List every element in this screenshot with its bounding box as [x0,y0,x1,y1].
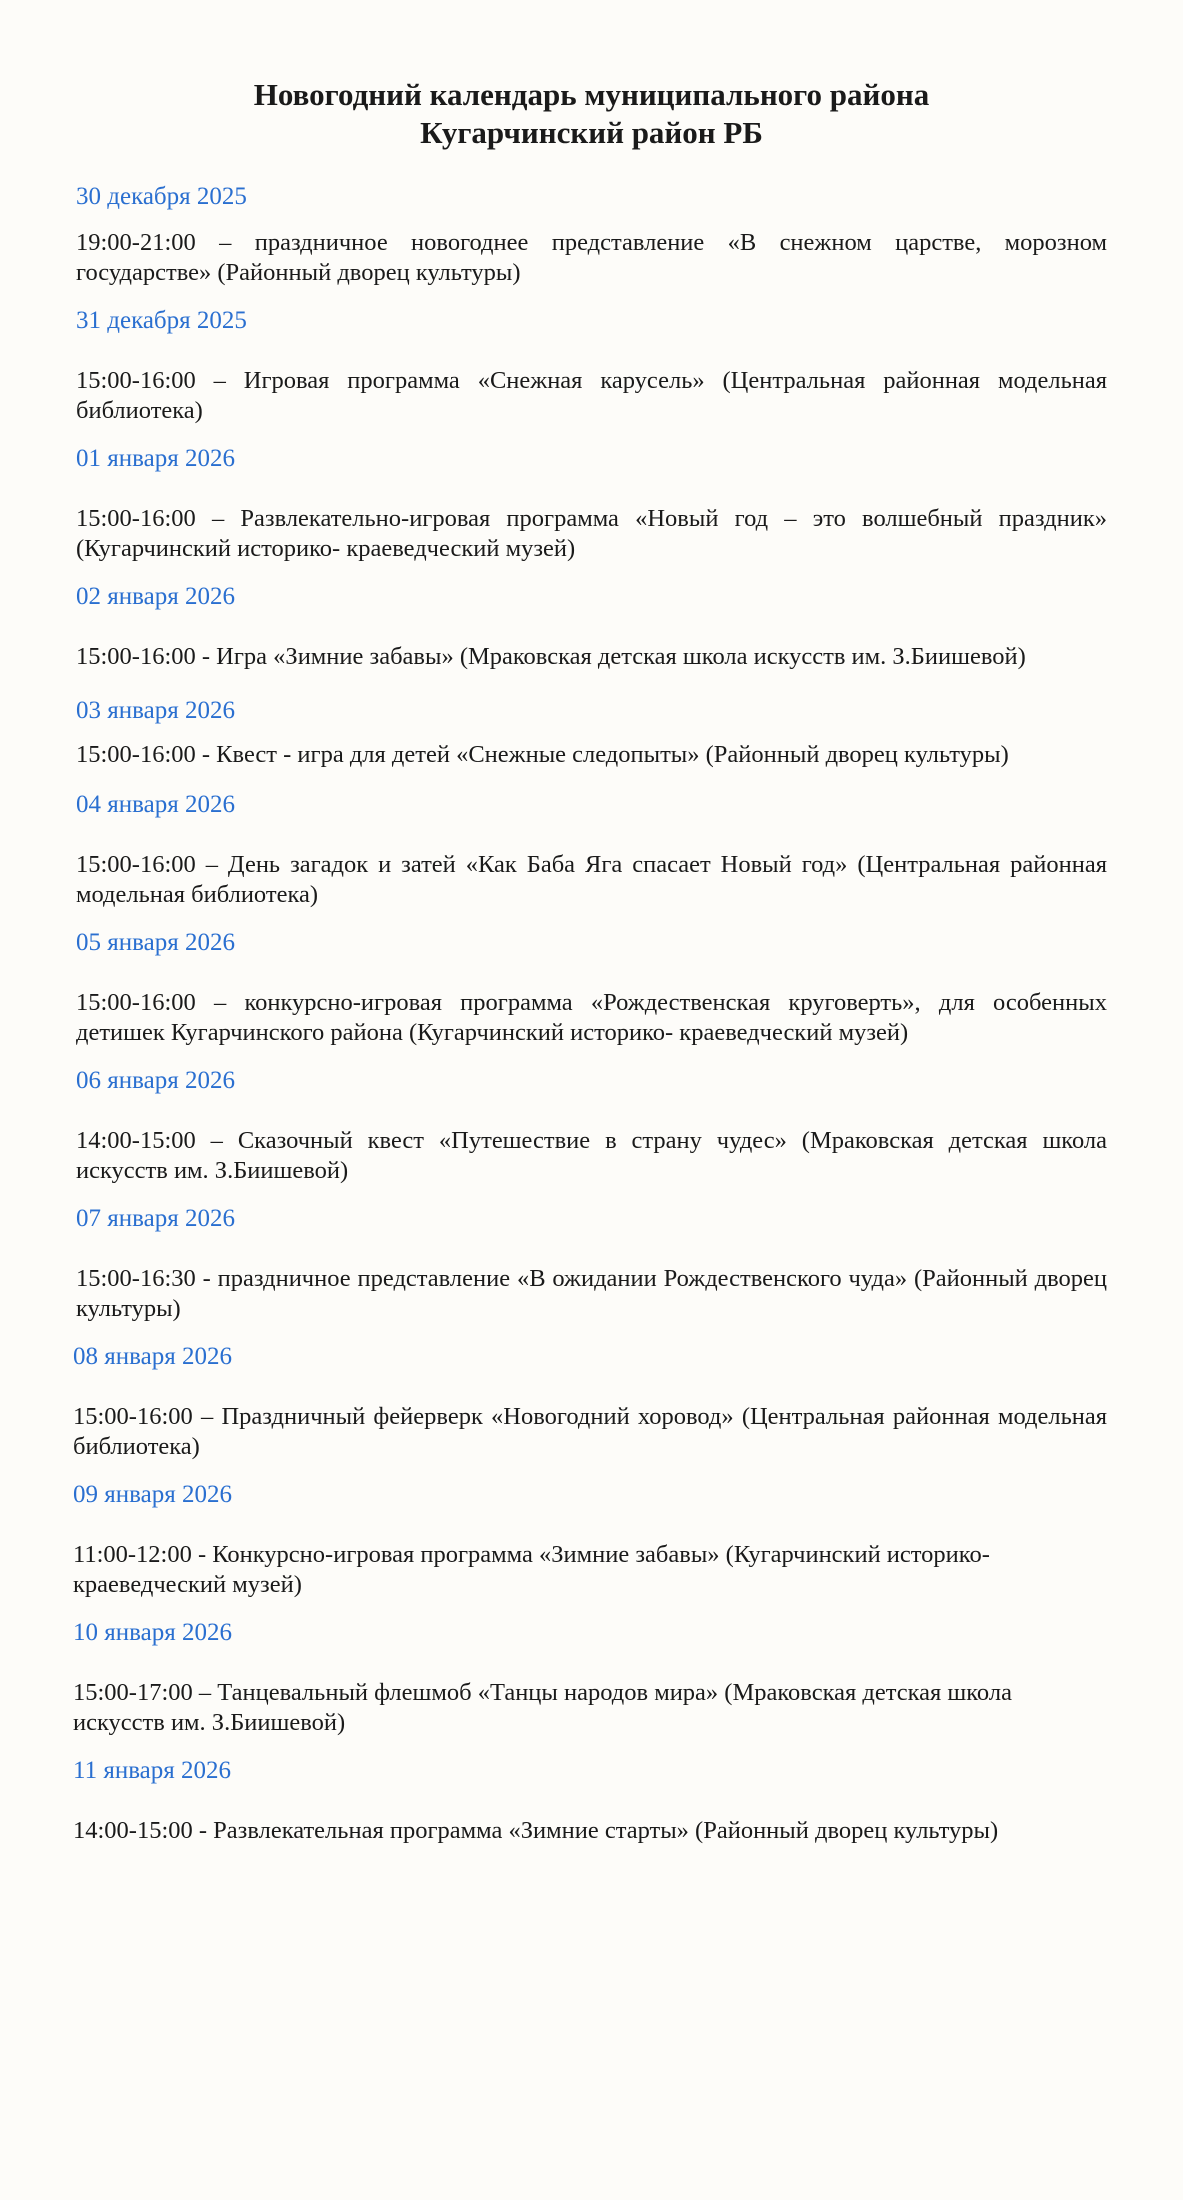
event-entry [73,1618,1107,1738]
event-description: 11:00-12:00 - Конкурсно-игровая программа «Зимние забавы» (Кугарчинский историко- краеведческий музей) [73,1541,990,1598]
event-date: 03 января 2026 [76,697,235,724]
event-entry [76,306,1107,426]
event-description: 19:00-21:00 – праздничное новогоднее представление «В снежном царстве, морозном государстве» (Районный дворец культуры) [76,229,1107,286]
event-entry [76,582,1107,672]
event-entry [76,1066,1107,1186]
event-entry [73,1756,1107,1846]
event-description: 15:00-16:00 – Праздничный фейерверк «Новогодний хоровод» (Центральная районная модельная библиотека) [73,1403,1107,1460]
event-date: 04 января 2026 [76,791,235,818]
event-entry [76,182,1107,288]
event-description: 15:00-16:00 - Квест - игра для детей «Снежные следопыты» (Районный дворец культуры) [76,741,1009,768]
event-entry [73,1480,1107,1600]
event-entry [76,696,1107,770]
event-date: 09 января 2026 [73,1481,232,1508]
event-description: 15:00-16:00 – День загадок и затей «Как Баба Яга спасает Новый год» (Центральная районная модельная библиотека) [76,851,1107,908]
event-description: 14:00-15:00 - Развлекательная программа «Зимние старты» (Районный дворец культуры) [73,1817,999,1844]
event-entry [76,928,1107,1048]
event-date: 07 января 2026 [76,1205,235,1232]
event-date: 01 января 2026 [76,445,235,472]
event-date: 11 января 2026 [73,1757,232,1784]
event-description: 15:00-17:00 – Танцевальный флешмоб «Танцы народов мира» (Мраковская детская школа искусств им. З.Биишевой) [73,1679,1012,1736]
event-description: 14:00-15:00 – Сказочный квест «Путешествие в страну чудес» (Мраковская детская школа искусств им. З.Биишевой) [76,1127,1107,1184]
title-line-2: Кугарчинский район РБ [420,115,763,150]
event-description: 15:00-16:00 – Развлекательно-игровая программа «Новый год – это волшебный праздник» (Кугарчинский историко- краеведческий музей) [76,505,1107,562]
event-description: 15:00-16:00 - Игра «Зимние забавы» (Мраковская детская школа искусств им. З.Биишевой) [76,643,1026,670]
event-date: 31 декабря 2025 [76,307,247,334]
event-entry [76,790,1107,910]
event-date: 10 января 2026 [73,1619,232,1646]
event-description: 15:00-16:30 - праздничное представление «В ожидании Рождественского чуда» (Районный дворец культуры) [76,1265,1107,1322]
event-date: 08 января 2026 [73,1343,232,1370]
document-title [76,76,1107,152]
event-entry [73,1342,1107,1462]
event-description: 15:00-16:00 – конкурсно-игровая программа «Рождественская круговерть», для особенных детишек Кугарчинского района (Кугарчинский историко- краеведческий музей) [76,989,1107,1046]
title-line-1: Новогодний календарь муниципального района [253,77,930,112]
event-date: 02 января 2026 [76,583,235,610]
event-date: 30 декабря 2025 [76,183,247,210]
event-date: 06 января 2026 [76,1067,235,1094]
event-description: 15:00-16:00 – Игровая программа «Снежная карусель» (Центральная районная модельная библиотека) [76,367,1107,424]
event-date: 05 января 2026 [76,929,235,956]
event-entry [76,1204,1107,1324]
event-entry [76,444,1107,564]
